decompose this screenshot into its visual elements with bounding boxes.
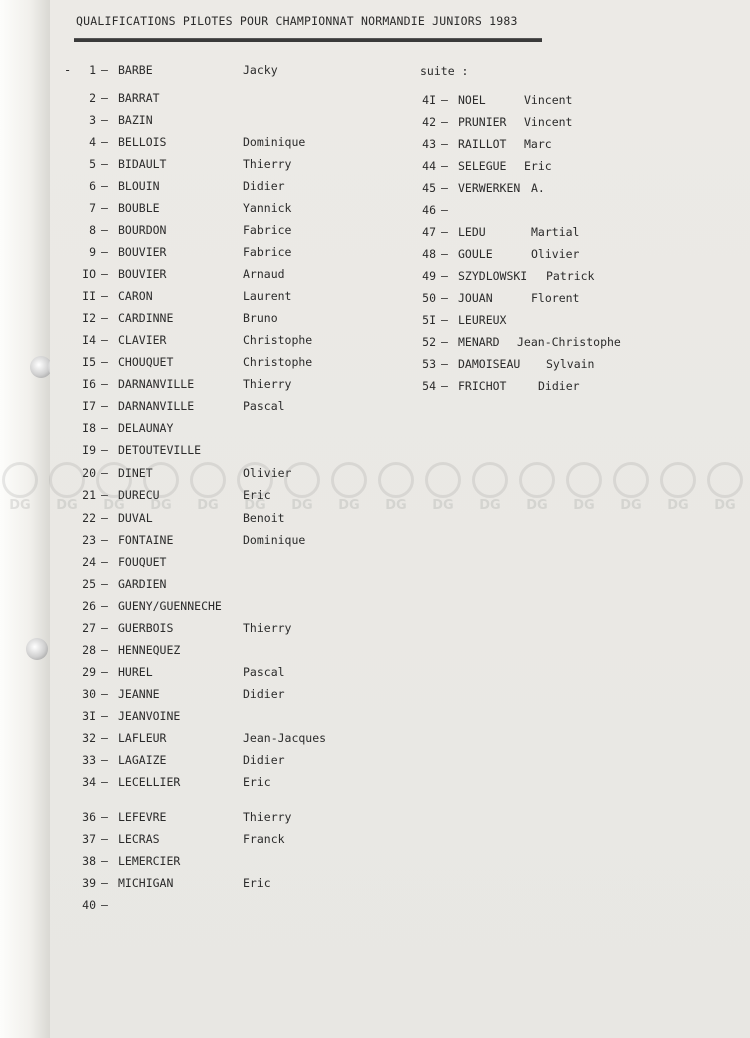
pilot-number: 4I xyxy=(422,93,436,107)
pilot-surname: GUENY/GUENNECHE xyxy=(118,599,222,613)
pilot-separator: — xyxy=(441,181,448,195)
pilot-separator: — xyxy=(441,335,448,349)
pilot-number: 39 xyxy=(82,876,96,890)
pilot-number: 32 xyxy=(82,731,96,745)
pilot-number: 20 xyxy=(82,466,96,480)
pilot-firstname: Jean-Christophe xyxy=(517,335,621,349)
pilot-surname: LECRAS xyxy=(118,832,160,846)
pilot-separator: — xyxy=(101,832,108,846)
pilot-separator: — xyxy=(101,443,108,457)
pilot-surname: JOUAN xyxy=(458,291,493,305)
pilot-number: 45 xyxy=(422,181,436,195)
pilot-number: I8 xyxy=(82,421,96,435)
pilot-surname: BARBE xyxy=(118,63,153,77)
pilot-number: 40 xyxy=(82,898,96,912)
pilot-firstname: Didier xyxy=(243,753,285,767)
pilot-firstname: Pascal xyxy=(243,665,285,679)
pilot-surname: BOUVIER xyxy=(118,245,167,259)
pilot-number: 48 xyxy=(422,247,436,261)
pilot-number: 21 xyxy=(82,488,96,502)
pilot-separator: — xyxy=(101,311,108,325)
pilot-firstname: Dominique xyxy=(243,533,306,547)
pilot-firstname: Benoit xyxy=(243,511,285,525)
pilot-firstname: Thierry xyxy=(243,810,292,824)
pilot-separator: — xyxy=(101,135,108,149)
pilot-separator: — xyxy=(101,643,108,657)
pilot-number: 44 xyxy=(422,159,436,173)
pilot-number: 42 xyxy=(422,115,436,129)
pilot-firstname: Bruno xyxy=(243,311,278,325)
pilot-separator: — xyxy=(441,313,448,327)
pilot-separator: — xyxy=(101,399,108,413)
pilot-separator: — xyxy=(101,63,108,77)
pilot-separator: — xyxy=(441,357,448,371)
pilot-number: 38 xyxy=(82,854,96,868)
pilot-firstname: Thierry xyxy=(243,377,292,391)
pilot-number: 2 xyxy=(89,91,96,105)
pilot-separator: — xyxy=(441,203,448,217)
pilot-surname: LECELLIER xyxy=(118,775,181,789)
pilot-surname: CARON xyxy=(118,289,153,303)
title-underline xyxy=(74,38,542,42)
pilot-number: I4 xyxy=(82,333,96,347)
pilot-number: 53 xyxy=(422,357,436,371)
pilot-number: 27 xyxy=(82,621,96,635)
pilot-number: 52 xyxy=(422,335,436,349)
pilot-separator: — xyxy=(101,333,108,347)
pilot-separator: — xyxy=(101,511,108,525)
pilot-separator: — xyxy=(101,488,108,502)
pilot-firstname: Thierry xyxy=(243,621,292,635)
pilot-firstname: Eric xyxy=(243,775,271,789)
pilot-surname: GARDIEN xyxy=(118,577,167,591)
pilot-firstname: Christophe xyxy=(243,333,313,347)
pilot-surname: VERWERKEN xyxy=(458,181,521,195)
pilot-surname: BELLOIS xyxy=(118,135,167,149)
pilot-separator: — xyxy=(101,775,108,789)
pilot-firstname: Florent xyxy=(531,291,580,305)
pilot-firstname: Olivier xyxy=(243,466,292,480)
pilot-number: IO xyxy=(82,267,96,281)
pilot-separator: — xyxy=(441,115,448,129)
pilot-number: I5 xyxy=(82,355,96,369)
pilot-surname: SZYDLOWSKI xyxy=(458,269,528,283)
pilot-firstname: Patrick xyxy=(546,269,595,283)
pilot-separator: — xyxy=(441,247,448,261)
pilot-number: 8 xyxy=(89,223,96,237)
pilot-separator: — xyxy=(101,753,108,767)
pilot-number: 7 xyxy=(89,201,96,215)
pilot-firstname: Sylvain xyxy=(546,357,595,371)
pilot-surname: GUERBOIS xyxy=(118,621,174,635)
pilot-firstname: Eric xyxy=(243,876,271,890)
pilot-surname: BOUBLE xyxy=(118,201,160,215)
pilot-surname: RAILLOT xyxy=(458,137,507,151)
pilot-firstname: Eric xyxy=(524,159,552,173)
pilot-surname: JEANVOINE xyxy=(118,709,181,723)
pilot-separator: — xyxy=(441,225,448,239)
pilot-surname: DELAUNAY xyxy=(118,421,174,435)
pilot-surname: HUREL xyxy=(118,665,153,679)
pilot-number: 25 xyxy=(82,577,96,591)
pilot-separator: — xyxy=(101,466,108,480)
pilot-number: 3 xyxy=(89,113,96,127)
pilot-firstname: Marc xyxy=(524,137,552,151)
pilot-number: 43 xyxy=(422,137,436,151)
pilot-surname: PRUNIER xyxy=(458,115,507,129)
pilot-separator: — xyxy=(101,355,108,369)
pilot-firstname: A. xyxy=(531,181,545,195)
suite-label: suite : xyxy=(420,64,469,78)
pilot-number: 3I xyxy=(82,709,96,723)
pilot-surname: BLOUIN xyxy=(118,179,160,193)
pilot-separator: — xyxy=(101,245,108,259)
pilot-firstname: Fabrice xyxy=(243,245,292,259)
pilot-surname: FONTAINE xyxy=(118,533,174,547)
pilot-firstname: Yannick xyxy=(243,201,292,215)
pilot-firstname: Jacky xyxy=(243,63,278,77)
pilot-surname: LEUREUX xyxy=(458,313,507,327)
pilot-firstname: Christophe xyxy=(243,355,313,369)
pilot-number: 24 xyxy=(82,555,96,569)
pilot-separator: — xyxy=(101,665,108,679)
pilot-number: 34 xyxy=(82,775,96,789)
pilot-number: 46 xyxy=(422,203,436,217)
pilot-separator: — xyxy=(101,577,108,591)
pilot-number: I2 xyxy=(82,311,96,325)
pilot-surname: FOUQUET xyxy=(118,555,167,569)
pilot-surname: LEDU xyxy=(458,225,486,239)
pilot-surname: JEANNE xyxy=(118,687,160,701)
pilot-number: 26 xyxy=(82,599,96,613)
pilot-surname: LAGAIZE xyxy=(118,753,167,767)
pilot-number: 1 xyxy=(89,63,96,77)
pilot-separator: — xyxy=(101,709,108,723)
pilot-separator: — xyxy=(101,113,108,127)
pilot-surname: CLAVIER xyxy=(118,333,167,347)
pilot-separator: — xyxy=(101,223,108,237)
pilot-surname: MICHIGAN xyxy=(118,876,174,890)
pilot-surname: FRICHOT xyxy=(458,379,507,393)
pilot-number: 36 xyxy=(82,810,96,824)
pilot-number: 50 xyxy=(422,291,436,305)
pilot-surname: DARNANVILLE xyxy=(118,377,195,391)
pilot-number: 9 xyxy=(89,245,96,259)
pilot-surname: BOURDON xyxy=(118,223,167,237)
pilot-number: 49 xyxy=(422,269,436,283)
pilot-number: 4 xyxy=(89,135,96,149)
pilot-surname: BOUVIER xyxy=(118,267,167,281)
pilot-firstname: Eric xyxy=(243,488,271,502)
pilot-separator: — xyxy=(101,267,108,281)
pilot-surname: DUVAL xyxy=(118,511,153,525)
pilot-surname: MENARD xyxy=(458,335,500,349)
pilot-surname: HENNEQUEZ xyxy=(118,643,181,657)
pilot-separator: — xyxy=(441,379,448,393)
pilot-surname: LEMERCIER xyxy=(118,854,181,868)
pilot-separator: — xyxy=(101,854,108,868)
pilot-number: 33 xyxy=(82,753,96,767)
pilot-number: 28 xyxy=(82,643,96,657)
pilot-number: 6 xyxy=(89,179,96,193)
pilot-separator: — xyxy=(101,810,108,824)
pilot-separator: — xyxy=(101,731,108,745)
pilot-surname: BIDAULT xyxy=(118,157,167,171)
pilot-number: II xyxy=(82,289,96,303)
pilot-firstname: Fabrice xyxy=(243,223,292,237)
pilot-surname: LEFEVRE xyxy=(118,810,167,824)
pilot-firstname: Jean-Jacques xyxy=(243,731,327,745)
pilot-separator: — xyxy=(101,157,108,171)
pilot-surname: GOULE xyxy=(458,247,493,261)
pilot-separator: — xyxy=(441,269,448,283)
pilot-surname: SELEGUE xyxy=(458,159,507,173)
binding-edge xyxy=(0,0,51,1038)
pilot-separator: — xyxy=(101,621,108,635)
pilot-surname: DARNANVILLE xyxy=(118,399,195,413)
pilot-number: 23 xyxy=(82,533,96,547)
pilot-separator: — xyxy=(101,179,108,193)
pilot-number: 22 xyxy=(82,511,96,525)
pilot-surname: CHOUQUET xyxy=(118,355,174,369)
pilot-separator: — xyxy=(441,93,448,107)
pilot-firstname: Laurent xyxy=(243,289,292,303)
pilot-firstname: Dominique xyxy=(243,135,306,149)
punch-hole-icon xyxy=(26,638,48,660)
pilot-firstname: Arnaud xyxy=(243,267,285,281)
page-title: QUALIFICATIONS PILOTES POUR CHAMPIONNAT NORMANDIE JUNIORS 1983 xyxy=(76,14,518,28)
pilot-number: 47 xyxy=(422,225,436,239)
pilot-firstname: Olivier xyxy=(531,247,580,261)
pilot-number: 30 xyxy=(82,687,96,701)
pilot-separator: — xyxy=(101,555,108,569)
pilot-number: 29 xyxy=(82,665,96,679)
pilot-surname: NOEL xyxy=(458,93,486,107)
pilot-surname: BARRAT xyxy=(118,91,160,105)
pilot-number: 37 xyxy=(82,832,96,846)
pilot-firstname: Didier xyxy=(243,687,285,701)
pilot-separator: — xyxy=(101,533,108,547)
pilot-separator: — xyxy=(101,289,108,303)
pilot-separator: — xyxy=(101,898,108,912)
leading-mark: - xyxy=(64,63,72,77)
pilot-surname: DETOUTEVILLE xyxy=(118,443,202,457)
pilot-number: I9 xyxy=(82,443,96,457)
pilot-firstname: Vincent xyxy=(524,93,573,107)
pilot-separator: — xyxy=(101,201,108,215)
pilot-separator: — xyxy=(101,687,108,701)
pilot-firstname: Didier xyxy=(243,179,285,193)
pilot-surname: DURECU xyxy=(118,488,160,502)
pilot-firstname: Martial xyxy=(531,225,580,239)
pilot-firstname: Thierry xyxy=(243,157,292,171)
pilot-number: I6 xyxy=(82,377,96,391)
pilot-separator: — xyxy=(101,599,108,613)
pilot-number: 5I xyxy=(422,313,436,327)
pilot-firstname: Vincent xyxy=(524,115,573,129)
pilot-separator: — xyxy=(101,876,108,890)
pilot-separator: — xyxy=(101,91,108,105)
pilot-separator: — xyxy=(441,137,448,151)
pilot-separator: — xyxy=(441,291,448,305)
pilot-firstname: Franck xyxy=(243,832,285,846)
pilot-firstname: Pascal xyxy=(243,399,285,413)
pilot-number: 54 xyxy=(422,379,436,393)
pilot-surname: DAMOISEAU xyxy=(458,357,521,371)
pilot-firstname: Didier xyxy=(538,379,580,393)
pilot-number: I7 xyxy=(82,399,96,413)
pilot-surname: DINET xyxy=(118,466,153,480)
pilot-separator: — xyxy=(101,377,108,391)
pilot-separator: — xyxy=(441,159,448,173)
pilot-surname: BAZIN xyxy=(118,113,153,127)
pilot-separator: — xyxy=(101,421,108,435)
pilot-surname: CARDINNE xyxy=(118,311,174,325)
pilot-number: 5 xyxy=(89,157,96,171)
pilot-surname: LAFLEUR xyxy=(118,731,167,745)
